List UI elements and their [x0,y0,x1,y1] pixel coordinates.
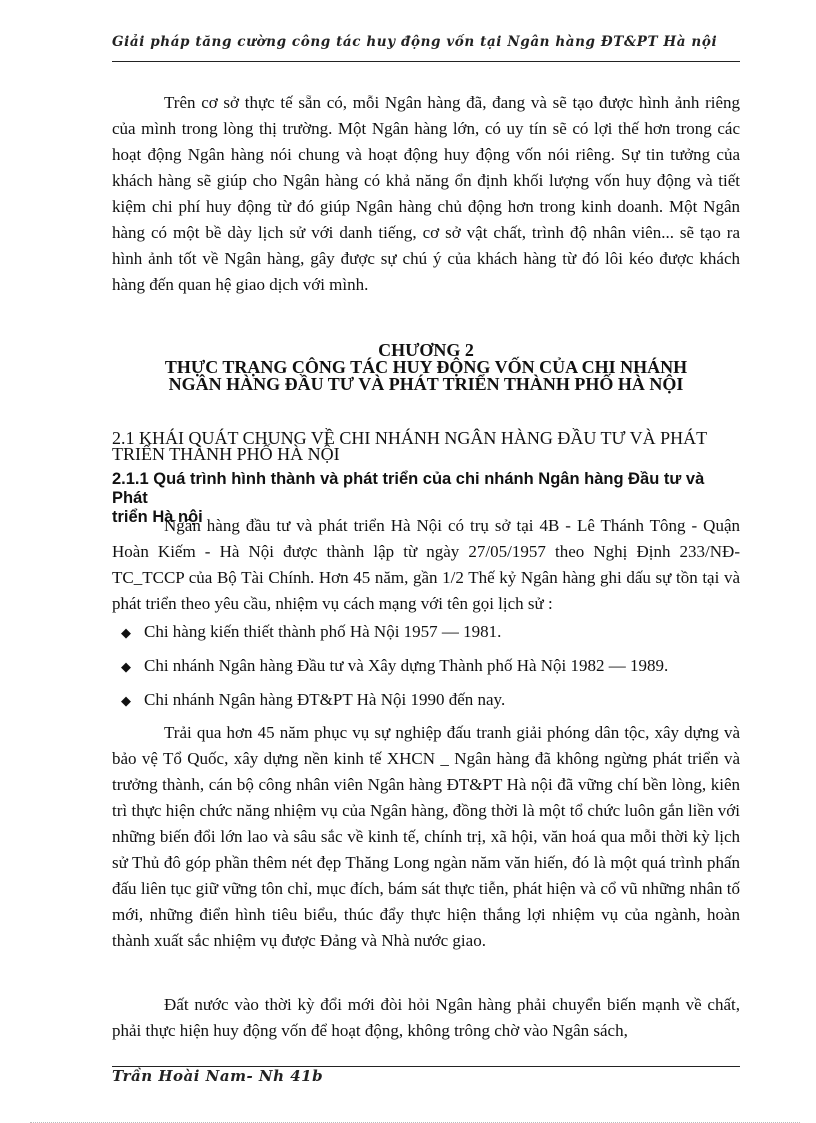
history-paragraph: Ngân hàng đầu tư và phát triển Hà Nội có trụ sở tại 4B - Lê Thánh Tông - Quận Hoàn Kiếm - Hà Nội được thành lập từ ngày 27/05/1957 theo Nghị Định 233/NĐ-TC_TCCP của Bộ Tài Chính. Hơn 45 năm, gần 1/2 Thế kỷ Ngân hàng ghi dấu sự tồn tại và phát triển theo yêu cầu, nhiệm vụ cách mạng với tên gọi lịch sử : [112,516,740,613]
list-item-text: Chi hàng kiến thiết thành phố Hà Nội 1957 — 1981. [144,622,502,641]
chapter-title-line-1: THỰC TRẠNG CÔNG TÁC HUY ĐỘNG VỐN CỦA CHI NHÁNH [164,357,688,377]
list-item [112,656,740,690]
intro-paragraph: Trên cơ sở thực tế sẵn có, mỗi Ngân hàng đã, đang và sẽ tạo được hình ảnh riêng của mình trong lòng thị trường. Một Ngân hàng lớn, có uy tín sẽ có lợi thế hơn trong các hoạt động Ngân hàng nói chung và hoạt động huy động vốn nói riêng. Sự tin tưởng của khách hàng sẽ giúp cho Ngân hàng có khả năng ổn định khối lượng vốn huy động và tiết kiệm chi phí huy động từ đó giúp Ngân hàng chủ động hơn trong kinh doanh. Một Ngân hàng có một bề dày lịch sử với danh tiếng, cơ sở vật chất, trình độ nhân viên... sẽ tạo ra hình ảnh tốt về Ngân hàng, gây được sự chú ý của khách hàng từ đó lôi kéo được khách hàng đến quan hệ giao dịch với mình. [112,93,740,294]
list-item-text: Chi nhánh Ngân hàng Đầu tư và Xây dựng Thành phố Hà Nội 1982 — 1989. [144,656,669,675]
section-heading [112,430,740,462]
reform-paragraph: Đất nước vào thời kỳ đổi mới đòi hỏi Ngân hàng phải chuyển biến mạnh về chất, phải thực hiện huy động vốn để hoạt động, không trông chờ vào Ngân sách, [112,995,740,1040]
diamond-bullet-icon: ◆ [121,693,131,708]
history-bullet-list [112,622,740,724]
subsection-heading-line-2: triển Hà nội [112,508,203,526]
section-heading-line-1: 2.1 KHÁI QUÁT CHUNG VỀ CHI NHÁNH NGÂN HÀNG ĐẦU TƯ VÀ PHÁT [112,428,708,448]
diamond-bullet-icon: ◆ [121,625,131,640]
development-paragraph: Trải qua hơn 45 năm phục vụ sự nghiệp đấu tranh giải phóng dân tộc, xây dựng và bảo vệ Tổ Quốc, xây dựng nền kinh tế XHCN _ Ngân hàng đã không ngừng phát triển và trưởng thành, cán bộ công nhân viên Ngân hàng ĐT&PT Hà nội đã vững chí bền lòng, kiên trì thực hiện chức năng nhiệm vụ của Ngân hàng, đồng thời là một tổ chức luôn gắn liền với những biến đổi lớn lao và sâu sắc về kinh tế, chính trị, xã hội, văn hoá qua mỗi thời kỳ lịch sử Thủ đô góp phần thêm nét đẹp Thăng Long ngàn năm văn hiến, đó là một quá trình phấn đấu liên tục giữ vững tôn chỉ, mục đích, bám sát thực tiễn, phát hiện và cổ vũ những nhân tố mới, những điển hình tiêu biểu, thúc đẩy thực hiện thắng lợi nhiệm vụ của ngành, hoàn thành xuất sắc nhiệm vụ được Đảng và Nhà nước giao. [112,723,740,950]
header-rule [112,61,740,62]
chapter-number: CHƯƠNG 2 [378,340,474,360]
running-header: Giải pháp tăng cường công tác huy động vốn tại Ngân hàng ĐT&PT Hà nội [112,34,718,50]
chapter-heading [112,342,740,393]
diamond-bullet-icon: ◆ [121,659,131,674]
list-item-text: Chi nhánh Ngân hàng ĐT&PT Hà Nội 1990 đến nay. [144,690,506,709]
chapter-title-line-2: NGÂN HÀNG ĐẦU TƯ VÀ PHÁT TRIỂN THÀNH PHỐ HÀ NỘI [168,374,684,394]
list-item [112,690,740,724]
section-heading-line-2: TRIỂN THÀNH PHỐ HÀ NỘI [112,444,340,464]
footer-author: Trần Hoài Nam- Nh 41b [112,1067,324,1085]
list-item [112,622,740,656]
subsection-heading-line-1: 2.1.1 Quá trình hình thành và phát triển của chi nhánh Ngân hàng Đầu tư và Phát [112,470,705,507]
